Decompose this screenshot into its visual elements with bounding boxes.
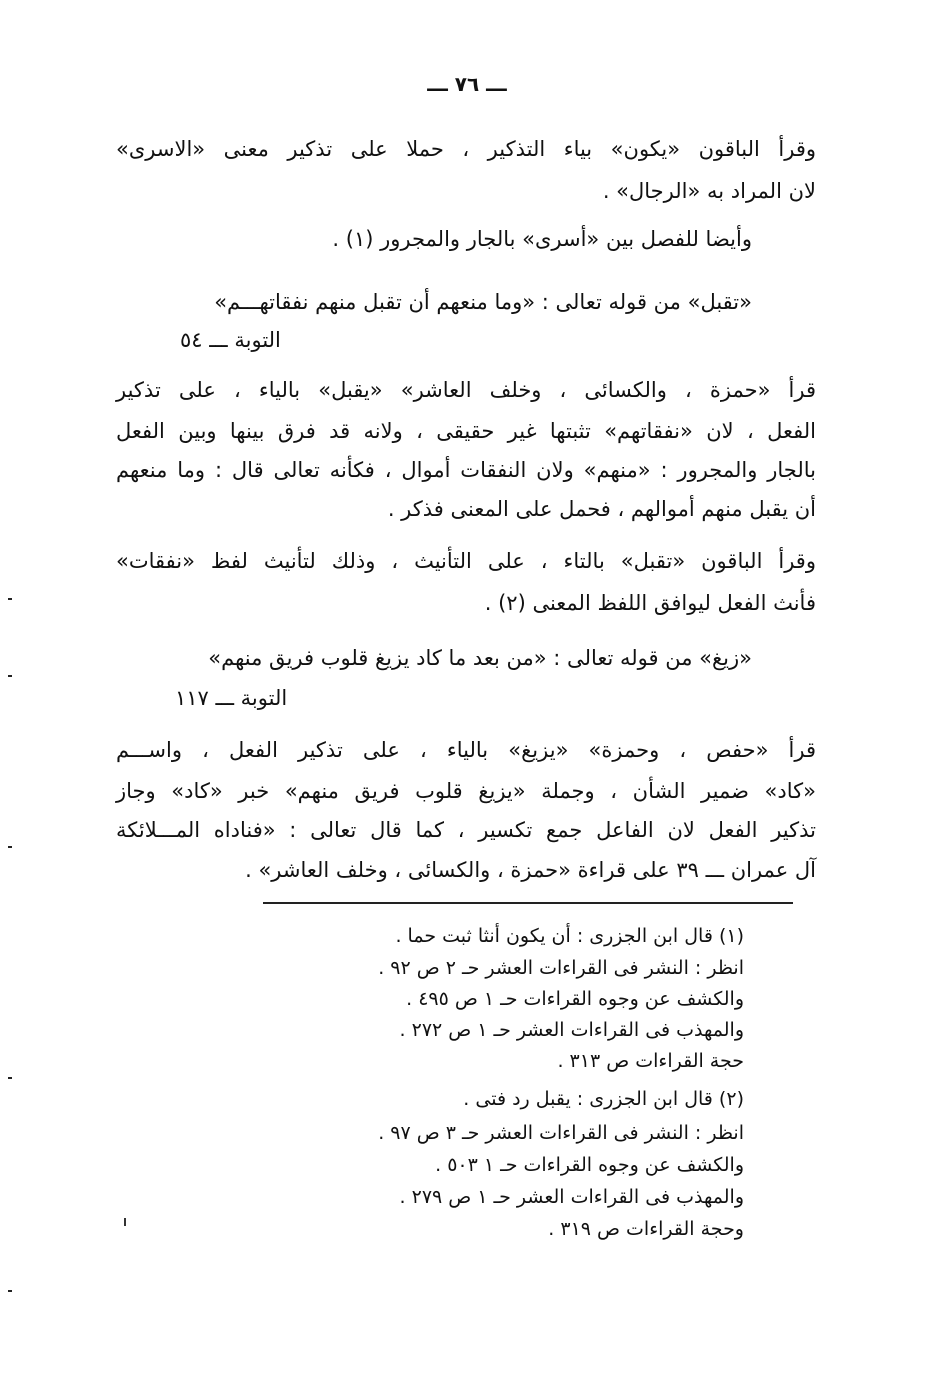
footnote-line-8: والكشف عن وجوه القراءات حـ ١ ٥٠٣ . — [435, 1154, 744, 1176]
scan-margin-mark — [8, 675, 12, 677]
footnote-line-9: والمهذب فى القراءات العشر حـ ١ ص ٢٧٩ . — [399, 1186, 744, 1208]
paragraph-4-line-1: وقرأ الباقون «تقبل» بالتاء ، على التأنيث ، وذلك لتأنيث لفظ «نفقات» — [116, 549, 816, 573]
footnote-line-4: والمهذب فى القراءات العشر حـ ١ ص ٢٧٢ . — [399, 1019, 744, 1041]
page-number: ـــ ٧٦ ـــ — [427, 72, 507, 96]
paragraph-1-line-1: وقرأ الباقون «يكون» بياء التذكير ، حملا على تذكير معنى «الاسرى» — [116, 137, 816, 161]
footnote-line-2: انظر : النشر فى القراءات العشر حـ ٢ ص ٩٢ . — [378, 957, 744, 979]
paragraph-1-line-2: لان المراد به «الرجال» . — [602, 179, 816, 203]
scan-margin-mark — [8, 846, 12, 848]
footnote-line-10: وحجة القراءات ص ٣١٩ . — [548, 1218, 744, 1240]
quote-2-verse: «زيغ» من قوله تعالى : «من بعد ما كاد يزيغ قلوب فريق منهم» — [208, 646, 752, 670]
quote-2-reference: التوبة ـــ ١١٧ — [175, 686, 288, 710]
footnote-line-7: انظر : النشر فى القراءات العشر حـ ٣ ص ٩٧ . — [378, 1122, 744, 1144]
paragraph-3-line-4: أن يقبل منهم أموالهم ، فحمل على المعنى فذكر . — [387, 497, 816, 521]
quote-1-verse: «تقبل» من قوله تعالى : «وما منعهم أن تقبل منهم نفقاتهـــم» — [214, 290, 752, 314]
footnote-line-3: والكشف عن وجوه القراءات حـ ١ ص ٤٩٥ . — [406, 988, 744, 1010]
paragraph-5-line-2: «كاد» ضمير الشأن ، وجملة «يزيغ قلوب فريق منهم» خبر «كاد» وجاز — [116, 779, 816, 803]
scan-margin-mark — [8, 1290, 12, 1292]
paragraph-5-line-1: قرأ «حفص ، وحمزة» «يزيغ» بالياء ، على تذكير الفعل ، واســـم — [116, 738, 816, 762]
paragraph-3-line-2: الفعل ، لان «نفقاتهم» تثبتها غير حقيقى ، ولانه قد فرق بينها وبين الفعل — [116, 419, 816, 443]
quote-1-reference: التوبة ـــ ٥٤ — [180, 328, 281, 352]
paragraph-5-line-3: تذكير الفعل لان الفاعل جمع تكسير ، كما قال تعالى : «فناداه المـــلائكة — [116, 818, 816, 842]
footnote-line-5: حجة القراءات ص ٣١٣ . — [557, 1050, 744, 1072]
paragraph-3-line-1: قرأ «حمزة ، والكسائى ، وخلف العاشر» «يقبل» بالياء ، على تذكير — [116, 378, 816, 402]
paragraph-3-line-3: بالجار والمجرور : «منهم» ولان النفقات أموال ، فكأنه تعالى قال : وما منعهم — [116, 458, 816, 482]
footnote-line-6: (٢) قال ابن الجزرى : يقبل رد فتى . — [463, 1088, 744, 1110]
scan-margin-mark — [8, 598, 12, 600]
paragraph-5-line-4: آل عمران ـــ ٣٩ على قراءة «حمزة ، والكسائى ، وخلف العاشر» . — [245, 858, 816, 882]
scan-speck — [124, 1218, 126, 1226]
footnote-line-1: (١) قال ابن الجزرى : أن يكون أنثا ثبت حما . — [395, 925, 744, 947]
footnote-separator — [263, 902, 793, 904]
paragraph-2-line-1: وأيضا للفصل بين «أسرى» بالجار والمجرور (١) . — [332, 227, 752, 251]
scan-margin-mark — [8, 1077, 12, 1079]
paragraph-4-line-2: فأنث الفعل ليوافق اللفظ المعنى (٢) . — [484, 591, 816, 615]
